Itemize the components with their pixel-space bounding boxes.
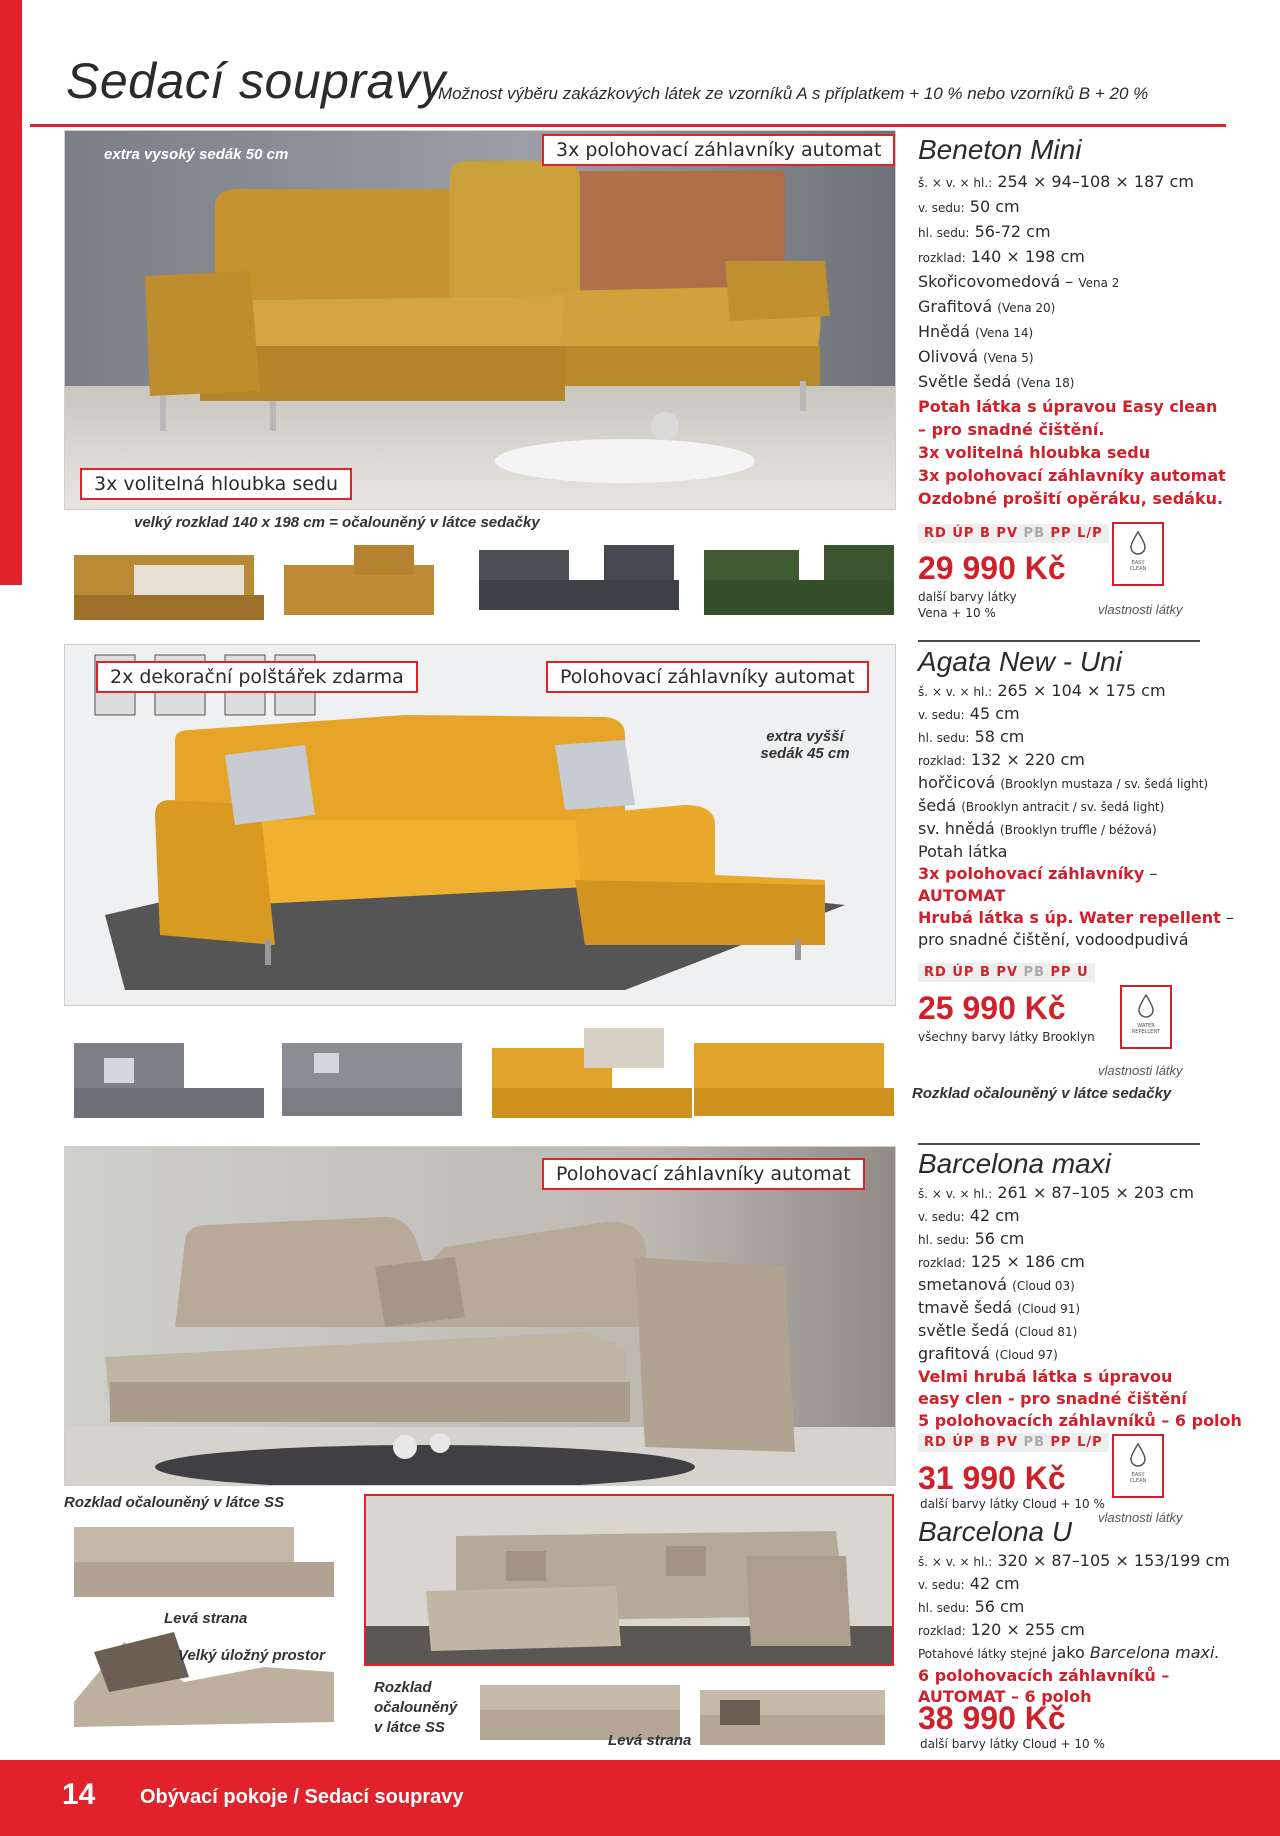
agata-sofa-illustration bbox=[65, 645, 896, 1006]
agata-name: Agata New - Uni bbox=[918, 646, 1122, 677]
barcelona-maxi-color-1: smetanová (Cloud 03) bbox=[918, 1275, 1075, 1294]
footer-section: Obývací pokoje / Sedací soupravy bbox=[140, 1786, 464, 1808]
page-title: Sedací soupravy bbox=[66, 53, 446, 109]
barcelona-maxi-annotation-left: Levá strana bbox=[164, 1610, 248, 1627]
beneton-callout-seat-depth: 3x volitelná hloubka sedu bbox=[80, 468, 352, 500]
beneton-easy-clean-badge: EASY CLEAN bbox=[1112, 522, 1164, 586]
barcelona-maxi-spec-seat-depth: hl. sedu: 56 cm bbox=[918, 1229, 1025, 1248]
agata-water-repellent-badge: WATER REPELLENT bbox=[1120, 985, 1172, 1049]
agata-spec-seat-height: v. sedu: 45 cm bbox=[918, 704, 1020, 723]
barcelona-maxi-sofa-illustration bbox=[65, 1147, 896, 1486]
agata-material: Potah látka bbox=[918, 842, 1008, 861]
barcelona-maxi-price: 31 990 Kč bbox=[918, 1460, 1066, 1496]
agata-color-2: šedá (Brooklyn antracit / sv. šedá light) bbox=[918, 796, 1165, 815]
agata-divider bbox=[918, 1143, 1200, 1145]
beneton-thumbnails bbox=[64, 535, 894, 630]
barcelona-maxi-spec-dimensions: š. × v. × hl.: 261 × 87–105 × 203 cm bbox=[918, 1183, 1194, 1202]
beneton-spec-seat-depth: hl. sedu: 56-72 cm bbox=[918, 222, 1051, 241]
barcelona-maxi-badge-caption: vlastnosti látky bbox=[1098, 1510, 1183, 1525]
barcelona-u-spec-block bbox=[918, 1516, 1258, 1707]
thumb-agata-open-yellow bbox=[694, 1043, 894, 1116]
beneton-codes: RD ÚP B PV PB PP L/P bbox=[918, 524, 1109, 543]
thumb-beneton-olive bbox=[704, 545, 894, 615]
beneton-spec-bed: rozklad: 140 × 198 cm bbox=[918, 247, 1085, 266]
barcelona-maxi-spec-bed: rozklad: 125 × 186 cm bbox=[918, 1252, 1085, 1271]
agata-feature-2: AUTOMAT bbox=[918, 886, 1006, 905]
barcelona-maxi-color-3: světle šedá (Cloud 81) bbox=[918, 1321, 1078, 1340]
thumb-beneton-mustard bbox=[284, 545, 434, 615]
barcelona-u-spec-seat-depth: hl. sedu: 56 cm bbox=[918, 1597, 1025, 1616]
barcelona-maxi-color-4: grafitová (Cloud 97) bbox=[918, 1344, 1058, 1363]
barcelona-u-price: 38 990 Kč bbox=[918, 1700, 1066, 1736]
beneton-color-4: Olivová (Vena 5) bbox=[918, 347, 1034, 366]
beneton-badge-caption: vlastnosti látky bbox=[1098, 602, 1183, 617]
beneton-divider bbox=[918, 640, 1200, 642]
drop-icon bbox=[1127, 1442, 1149, 1468]
thumb-agata-grey bbox=[74, 1043, 264, 1118]
barcelona-u-spec-seat-height: v. sedu: 42 cm bbox=[918, 1574, 1020, 1593]
barcelona-u-annotation-left: Levá strana bbox=[608, 1732, 692, 1749]
beneton-color-5: Světle šedá (Vena 18) bbox=[918, 372, 1075, 391]
left-red-bar bbox=[0, 0, 22, 585]
beneton-spec-block bbox=[918, 134, 1248, 510]
beneton-sofa-illustration bbox=[65, 131, 896, 510]
agata-feature-1: 3x polohovací záhlavníky – bbox=[918, 864, 1158, 883]
agata-main-photo bbox=[64, 644, 896, 1006]
barcelona-maxi-callout-headrests: Polohovací záhlavníky automat bbox=[542, 1158, 865, 1190]
barcelona-maxi-spec-block bbox=[918, 1148, 1258, 1432]
agata-codes: RD ÚP B PV PB PP U bbox=[918, 963, 1095, 982]
barcelona-u-spec-dimensions: š. × v. × hl.: 320 × 87–105 × 153/199 cm bbox=[918, 1551, 1230, 1570]
beneton-feature-4: 3x polohovací záhlavníky automat bbox=[918, 466, 1226, 485]
barcelona-u-annotation-bed: Rozklad očalouněný v látce SS bbox=[374, 1679, 458, 1736]
beneton-name: Beneton Mini bbox=[918, 134, 1082, 165]
beneton-annotation-bed: velký rozklad 140 x 198 cm = očalouněný v látce sedačky bbox=[134, 514, 540, 531]
page-subtitle: Možnost výběru zakázkových látek ze vzorníků A s příplatkem + 10 % nebo vzorníků B + 20 % bbox=[438, 84, 1149, 103]
barcelona-maxi-codes: RD ÚP B PV PB PP L/P bbox=[918, 1433, 1109, 1452]
barcelona-maxi-annotation-bed: Rozklad očalouněný v látce SS bbox=[64, 1494, 285, 1511]
agata-color-1: hořčicová (Brooklyn mustaza / sv. šedá light) bbox=[918, 773, 1209, 792]
barcelona-maxi-feature-2: easy clen - pro snadné čištění bbox=[918, 1389, 1187, 1408]
barcelona-maxi-spec-seat-height: v. sedu: 42 cm bbox=[918, 1206, 1020, 1225]
barcelona-u-spec-bed: rozklad: 120 × 255 cm bbox=[918, 1620, 1085, 1639]
beneton-spec-seat-height: v. sedu: 50 cm bbox=[918, 197, 1020, 216]
agata-feature-4: pro snadné čištění, vodoodpudivá bbox=[918, 930, 1189, 949]
agata-annotation-seat: extra vyšší sedák 45 cm bbox=[760, 728, 850, 762]
barcelona-u-main-photo bbox=[364, 1494, 894, 1666]
barcelona-maxi-easy-clean-badge: EASY CLEAN bbox=[1112, 1434, 1164, 1498]
agata-callout-cushions: 2x dekorační polštářek zdarma bbox=[96, 661, 418, 693]
beneton-color-1: Skořicovomedová – Vena 2 bbox=[918, 272, 1120, 291]
agata-spec-bed: rozklad: 132 × 220 cm bbox=[918, 750, 1085, 769]
barcelona-maxi-name: Barcelona maxi bbox=[918, 1148, 1111, 1179]
beneton-feature-3: 3x volitelná hloubka sedu bbox=[918, 443, 1151, 462]
agata-price-note: všechny barvy látky Brooklyn bbox=[918, 1030, 1095, 1044]
agata-thumbnails bbox=[64, 1018, 896, 1133]
beneton-price-note: další barvy látky Vena + 10 % bbox=[918, 590, 1017, 620]
page-number: 14 bbox=[62, 1778, 96, 1811]
agata-price: 25 990 Kč bbox=[918, 990, 1066, 1026]
beneton-price: 29 990 Kč bbox=[918, 550, 1066, 586]
barcelona-u-price-note: další barvy látky Cloud + 10 % bbox=[920, 1737, 1105, 1751]
header-divider bbox=[30, 124, 1226, 127]
agata-feature-3: Hrubá látka s úp. Water repellent – bbox=[918, 908, 1234, 927]
barcelona-u-name: Barcelona U bbox=[918, 1516, 1073, 1547]
barcelona-u-feature-2: AUTOMAT – 6 poloh bbox=[918, 1687, 1092, 1706]
drop-icon bbox=[1127, 530, 1149, 556]
beneton-feature-1: Potah látka s úpravou Easy clean bbox=[918, 397, 1218, 416]
beneton-color-2: Grafitová (Vena 20) bbox=[918, 297, 1056, 316]
beneton-feature-5: Ozdobné prošití opěráku, sedáku. bbox=[918, 489, 1224, 508]
agata-annotation-bed: Rozklad očalouněný v látce sedačky bbox=[912, 1085, 1172, 1102]
thumb-agata-storage bbox=[492, 1028, 692, 1118]
barcelona-u-same-fabric: Potahové látky stejné jako Barcelona maxi. bbox=[918, 1643, 1220, 1662]
beneton-main-photo bbox=[64, 130, 896, 510]
agata-spec-seat-depth: hl. sedu: 58 cm bbox=[918, 727, 1025, 746]
agata-spec-block bbox=[918, 646, 1248, 951]
barcelona-u-feature-1: 6 polohovacích záhlavníků – bbox=[918, 1666, 1170, 1685]
barcelona-maxi-annotation-storage: Velký úložný prostor bbox=[178, 1647, 325, 1664]
agata-spec-dimensions: š. × v. × hl.: 265 × 104 × 175 cm bbox=[918, 681, 1166, 700]
beneton-callout-headrests: 3x polohovací záhlavníky automat bbox=[542, 134, 895, 166]
thumb-agata-open-grey bbox=[282, 1043, 462, 1116]
barcelona-maxi-color-2: tmavě šedá (Cloud 91) bbox=[918, 1298, 1081, 1317]
water-drop-icon bbox=[1135, 993, 1157, 1019]
barcelona-maxi-feature-3: 5 polohovacích záhlavníků – 6 poloh bbox=[918, 1411, 1242, 1430]
thumb-barcelona-u-storage bbox=[700, 1690, 885, 1745]
thumb-beneton-open bbox=[74, 555, 264, 620]
beneton-spec-dimensions: š. × v. × hl.: 254 × 94–108 × 187 cm bbox=[918, 172, 1194, 191]
agata-color-3: sv. hnědá (Brooklyn truffle / béžová) bbox=[918, 819, 1157, 838]
thumb-beneton-graphite bbox=[479, 545, 679, 610]
beneton-color-3: Hnědá (Vena 14) bbox=[918, 322, 1034, 341]
agata-badge-caption: vlastnosti látky bbox=[1098, 1063, 1183, 1078]
agata-callout-headrests: Polohovací záhlavníky automat bbox=[546, 661, 869, 693]
thumb-barcelona-bed bbox=[74, 1527, 334, 1597]
barcelona-maxi-feature-1: Velmi hrubá látka s úpravou bbox=[918, 1367, 1173, 1386]
barcelona-maxi-main-photo bbox=[64, 1146, 896, 1486]
beneton-annotation-seat: extra vysoký sedák 50 cm bbox=[104, 146, 289, 163]
barcelona-u-sofa-illustration bbox=[366, 1496, 894, 1666]
beneton-feature-2: – pro snadné čištění. bbox=[918, 420, 1105, 439]
barcelona-maxi-thumbnails bbox=[64, 1512, 354, 1757]
barcelona-maxi-price-note: další barvy látky Cloud + 10 % bbox=[920, 1497, 1105, 1511]
